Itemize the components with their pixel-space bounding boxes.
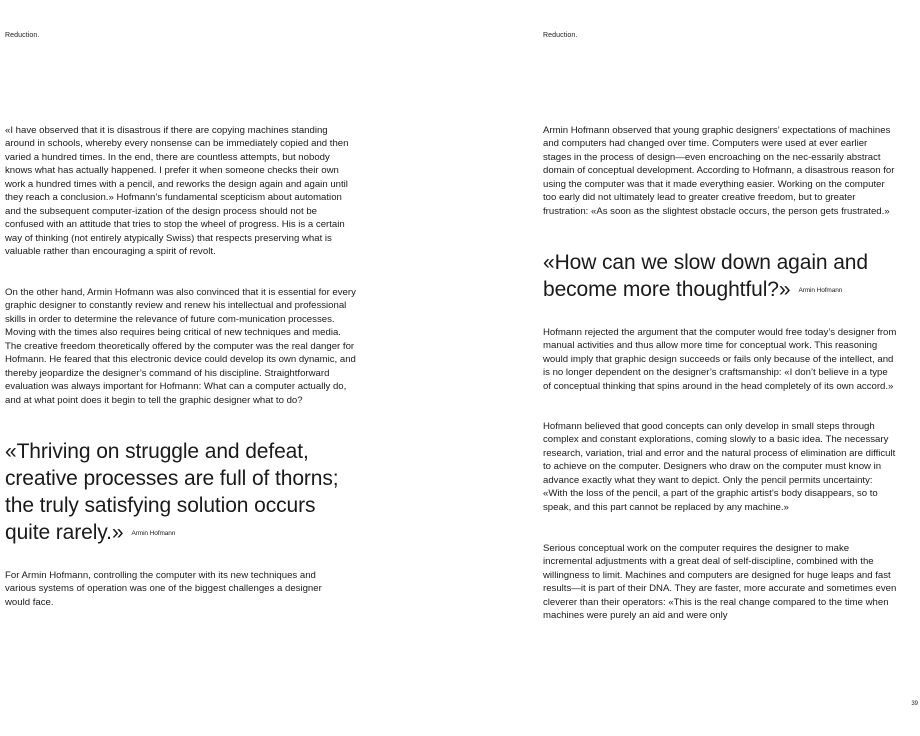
left-quote-line-3: the truly satisfying solution occurs [5,494,316,517]
right-paragraph-1: Armin Hofmann observed that young graphic designers’ expectations of machines and computers had changed over time. Computers were used at ever earlier stages in the process of design—even encroaching on the nec-essarily abstract domain of conceptual development. According to Hofmann, a disastrous reason for using the computer was that it made everything easier. Working on the computer too early did not ultimately lead to greater creative freedom, but to greater frustration: «As soon as the slightest obstacle occurs, the person gets frustrated.» [543,125,895,217]
left-quote-line-4: quite rarely.» [5,521,124,544]
left-quote-attribution: Armin Hofmann [131,529,176,537]
left-paragraph-1: «I have observed that it is disastrous if there are copying machines standing around in schools, whereby every nonsense can be immediately copied and then varied a hundred times. In the end, there are countless attempts, but nobody knows what has actually happened. I prefer it when someone checks their own work a hundred times with a pencil, and reworks the design again and again until they reach a conclusion.» Hofmann’s fundamental scepticism about automation and the subsequent computer-ization of the design process should not be confused with an attitude that tries to stop the wheel of progress. His is a certain way of thinking (not entirely atypically Swiss) that respects preserving what is valuable rather than encouraging a spirit of revolt. [5,125,349,258]
left-quote-line-2: creative processes are full of thorns; [5,467,339,490]
page-number: 39 [911,701,918,707]
right-quote-line-2: become more thoughtful?» [543,278,791,301]
right-quote-attribution: Armin Hofmann [798,286,843,294]
left-paragraph-3: For Armin Hofmann, controlling the computer with its new techniques and various systems of operation was one of the biggest challenges a designer would face. [5,570,322,608]
left-paragraph-2: On the other hand, Armin Hofmann was also convinced that it is essential for every graphic designer to constantly review and renew his intellectual and professional skills in order to determine the relevance of future com-munication processes. Moving with the times also requires being critical of new techniques and media. The creative freedom theoretically offered by the computer was the real danger for Hofmann. He feared that this electronic device could develop its own dynamic, and thereby jeopardize the designer’s command of his discipline. Straightforward evaluation was always important for Hofmann: What can a computer actually do, and at what point does it begin to tell the graphic designer what to do? [5,287,356,406]
right-pull-quote [543,249,897,304]
left-pull-quote [5,438,357,547]
right-running-header: Reduction. [543,32,578,39]
right-paragraph-2: Hofmann rejected the argument that the computer would free today’s designer from manual activities and thus allow more time for conceptual work. This reasoning would imply that graphic design succeeds or fails only because of the intellect, and is no longer dependent on the designer’s craftsmanship: «I don’t believe in a type of conceptual thinking that spins around in the head completely of its own accord.» [543,327,897,392]
right-paragraph-4: Serious conceptual work on the computer requires the designer to make incremental adjustments with a great deal of self-discipline, combined with the willingness to limit. Machines and computers are designed for huge leaps and fast results—it is part of their DNA. They are faster, more accurate and sometimes even cleverer than their operators: «This is the real change compared to the time when machines were purely an aid and were only [543,543,897,622]
left-quote-line-1: «Thriving on struggle and defeat, [5,440,309,463]
left-running-header: Reduction. [5,32,40,39]
right-quote-line-1: «How can we slow down again and [543,251,868,274]
right-paragraph-3: Hofmann believed that good concepts can only develop in small steps through complex and constant explorations, coming slowly to a basic idea. The necessary research, variation, trial and error and the natural process of elimination are difficult to achieve on the computer. Designers who draw on the computer must know in advance exactly what they want to depict. Only the pencil permits uncertainty: «With the loss of the pencil, a part of the graphic artist’s body disappears, so to speak, and this part cannot be replaced by any machine.» [543,421,896,513]
